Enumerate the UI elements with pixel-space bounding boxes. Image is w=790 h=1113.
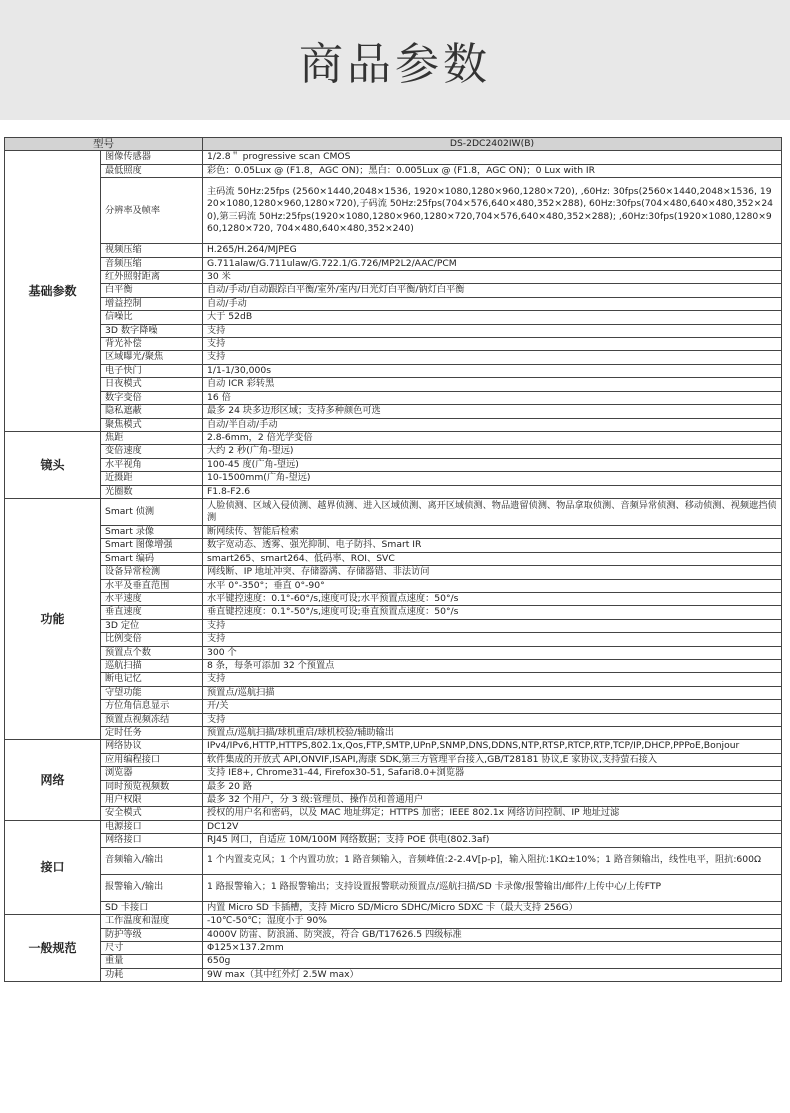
param-name: 网络接口 [101, 834, 203, 847]
param-value: 预置点/巡航扫描 [203, 686, 782, 699]
table-row [5, 807, 782, 820]
param-value: 自动/半自动/手动 [203, 418, 782, 431]
param-name: 水平及垂直范围 [101, 579, 203, 592]
param-value: 2.8-6mm，2 倍光学变倍 [203, 431, 782, 444]
param-name: 防护等级 [101, 928, 203, 941]
param-value: IPv4/IPv6,HTTP,HTTPS,802.1x,Qos,FTP,SMTP,UPnP,SNMP,DNS,DDNS,NTP,RTSP,RTCP,RTP,TCP/IP,DHCP,PPPoE,Bonjour [203, 740, 782, 753]
param-name: 电子快门 [101, 364, 203, 377]
table-row [5, 915, 782, 928]
param-name: 分辨率及帧率 [101, 178, 203, 244]
category-cell: 一般规范 [5, 915, 101, 982]
table-row [5, 834, 782, 847]
param-value: 300 个 [203, 646, 782, 659]
param-value: 支持 [203, 619, 782, 632]
table-row [5, 767, 782, 780]
table-row [5, 820, 782, 833]
table-row [5, 364, 782, 377]
param-name: 电源接口 [101, 820, 203, 833]
param-value: 支持 [203, 673, 782, 686]
param-name: 背光补偿 [101, 338, 203, 351]
param-value: 大约 2 秒(广角-望远) [203, 445, 782, 458]
table-row [5, 257, 782, 270]
param-value: 自动 ICR 彩转黑 [203, 378, 782, 391]
param-name: 工作温度和湿度 [101, 915, 203, 928]
param-value: 支持 [203, 351, 782, 364]
param-value: 网线断、IP 地址冲突、存储器满、存储器错、非法访问 [203, 566, 782, 579]
param-name: 安全模式 [101, 807, 203, 820]
param-name: 3D 数字降噪 [101, 324, 203, 337]
param-value: Φ125×137.2mm [203, 941, 782, 954]
param-name: SD 卡接口 [101, 901, 203, 914]
table-row [5, 324, 782, 337]
table-row [5, 552, 782, 565]
param-name: 区域曝光/聚焦 [101, 351, 203, 364]
param-name: 聚焦模式 [101, 418, 203, 431]
param-value: 自动/手动/自动跟踪白平衡/室外/室内/日光灯白平衡/钠灯白平衡 [203, 284, 782, 297]
spec-table [4, 137, 782, 982]
param-name: 信噪比 [101, 311, 203, 324]
param-value: 支持 [203, 338, 782, 351]
param-name: 最低照度 [101, 164, 203, 177]
param-name: 巡航扫描 [101, 660, 203, 673]
table-row [5, 418, 782, 431]
param-value: G.711alaw/G.711ulaw/G.722.1/G.726/MP2L2/AAC/PCM [203, 257, 782, 270]
category-cell: 网络 [5, 740, 101, 820]
param-name: 隐私遮蔽 [101, 405, 203, 418]
param-name: 报警输入/输出 [101, 874, 203, 901]
table-row [5, 472, 782, 485]
model-value: DS-2DC2402IW(B) [203, 138, 782, 151]
table-row [5, 941, 782, 954]
param-value: 彩色：0.05Lux @ (F1.8，AGC ON)；黑白：0.005Lux @ (F1.8，AGC ON)；0 Lux with IR [203, 164, 782, 177]
table-row [5, 525, 782, 538]
param-name: 近摄距 [101, 472, 203, 485]
param-name: 水平速度 [101, 592, 203, 605]
table-row [5, 178, 782, 244]
param-value: 支持 [203, 713, 782, 726]
table-row [5, 405, 782, 418]
param-value: 1 个内置麦克风；1 个内置功放；1 路音频输入，音频峰值:2-2.4V[p-p]，输入阻抗:1KΩ±10%；1 路音频输出，线性电平，阻抗:600Ω [203, 847, 782, 874]
param-value: 1/2.8＂ progressive scan CMOS [203, 151, 782, 164]
table-row [5, 244, 782, 257]
param-name: 尺寸 [101, 941, 203, 954]
param-name: 浏览器 [101, 767, 203, 780]
param-value: 最多 20 路 [203, 780, 782, 793]
param-name: 3D 定位 [101, 619, 203, 632]
param-value: 垂直键控速度：0.1°-50°/s,速度可设;垂直预置点速度：50°/s [203, 606, 782, 619]
param-name: Smart 录像 [101, 525, 203, 538]
param-value: 自动/手动 [203, 297, 782, 310]
param-value: 8 条，每条可添加 32 个预置点 [203, 660, 782, 673]
param-name: 日夜模式 [101, 378, 203, 391]
param-name: 比例变倍 [101, 633, 203, 646]
table-row [5, 351, 782, 364]
table-row [5, 338, 782, 351]
param-value: 4000V 防雷、防浪涌、防突波，符合 GB/T17626.5 四级标准 [203, 928, 782, 941]
table-row [5, 164, 782, 177]
param-value: 预置点/巡航扫描/球机重启/球机校验/辅助输出 [203, 727, 782, 740]
param-value: 最多 24 块多边形区域；支持多种颜色可选 [203, 405, 782, 418]
table-row [5, 619, 782, 632]
param-name: 视频压缩 [101, 244, 203, 257]
param-value: 10-1500mm(广角-望远) [203, 472, 782, 485]
table-row [5, 151, 782, 164]
param-value: 1 路报警输入；1 路报警输出；支持设置报警联动预置点/巡航扫描/SD 卡录像/报警输出/邮件/上传中心/上传FTP [203, 874, 782, 901]
table-row [5, 928, 782, 941]
table-row [5, 539, 782, 552]
param-value: 1/1-1/30,000s [203, 364, 782, 377]
table-row [5, 431, 782, 444]
table-row [5, 271, 782, 284]
param-value: 水平 0°-350°；垂直 0°-90° [203, 579, 782, 592]
table-row [5, 673, 782, 686]
category-cell: 功能 [5, 498, 101, 740]
param-name: 功耗 [101, 968, 203, 981]
param-name: 垂直速度 [101, 606, 203, 619]
table-row [5, 968, 782, 981]
table-row [5, 606, 782, 619]
table-row [5, 391, 782, 404]
table-row [5, 485, 782, 498]
category-cell: 接口 [5, 820, 101, 914]
table-row [5, 780, 782, 793]
param-value: 支持 [203, 324, 782, 337]
param-value: 开/关 [203, 700, 782, 713]
param-name: 同时预览视频数 [101, 780, 203, 793]
table-row [5, 311, 782, 324]
param-name: 增益控制 [101, 297, 203, 310]
table-row [5, 592, 782, 605]
param-value: 内置 Micro SD 卡插槽，支持 Micro SD/Micro SDHC/Micro SDXC 卡（最大支持 256G） [203, 901, 782, 914]
param-name: 数字变倍 [101, 391, 203, 404]
param-name: 音频压缩 [101, 257, 203, 270]
param-name: 音频输入/输出 [101, 847, 203, 874]
param-value: 数字宽动态、透雾、强光抑制、电子防抖、Smart IR [203, 539, 782, 552]
param-value: H.265/H.264/MJPEG [203, 244, 782, 257]
param-value: 软件集成的开放式 API,ONVIF,ISAPI,海康 SDK,第三方管理平台接入,GB/T28181 协议,E 家协议,支持萤石接入 [203, 753, 782, 766]
param-value: 支持 [203, 633, 782, 646]
param-value: DC12V [203, 820, 782, 833]
table-row [5, 445, 782, 458]
param-name: 重量 [101, 955, 203, 968]
table-row [5, 297, 782, 310]
param-name: 预置点个数 [101, 646, 203, 659]
param-value: 授权的用户名和密码，以及 MAC 地址绑定；HTTPS 加密；IEEE 802.1x 网络访问控制、IP 地址过滤 [203, 807, 782, 820]
param-value: F1.8-F2.6 [203, 485, 782, 498]
param-name: 水平视角 [101, 458, 203, 471]
table-row [5, 566, 782, 579]
param-value: 主码流 50Hz:25fps (2560×1440,2048×1536, 1920×1080,1280×960,1280×720), ,60Hz: 30fps(2560×1440,2048×1536, 1920×1080,1280×960,1280×720),子码流 50Hz:25fps(704×576,640×480,352×288), 60Hz:30fps(704×480,640×480,352×240),第三码流 50Hz:25fps(1920×1080,1280×960,1280×720,704×576,640×480,352×288); ,60Hz:30fps(1920×1080,1280×960,1280×720, 704×480,640×480,352×240) [203, 178, 782, 244]
table-row [5, 955, 782, 968]
param-value: 最多 32 个用户，分 3 级:管理员、操作员和普通用户 [203, 794, 782, 807]
param-value: 水平键控速度：0.1°-60°/s,速度可设;水平预置点速度：50°/s [203, 592, 782, 605]
table-row [5, 874, 782, 901]
table-row [5, 498, 782, 525]
table-row [5, 646, 782, 659]
param-name: 断电记忆 [101, 673, 203, 686]
table-row [5, 740, 782, 753]
param-value: 16 倍 [203, 391, 782, 404]
param-name: 红外照射距离 [101, 271, 203, 284]
table-row [5, 753, 782, 766]
param-name: 用户权限 [101, 794, 203, 807]
param-name: 守望功能 [101, 686, 203, 699]
param-name: 光圈数 [101, 485, 203, 498]
table-row [5, 579, 782, 592]
param-name: Smart 图像增强 [101, 539, 203, 552]
table-row [5, 794, 782, 807]
param-value: smart265、smart264、低码率、ROI、SVC [203, 552, 782, 565]
table-row [5, 284, 782, 297]
param-value: 9W max（其中红外灯 2.5W max） [203, 968, 782, 981]
param-name: Smart 侦测 [101, 498, 203, 525]
table-row [5, 660, 782, 673]
table-row [5, 378, 782, 391]
table-row [5, 727, 782, 740]
table-row [5, 847, 782, 874]
table-row [5, 686, 782, 699]
param-name: 方位角信息显示 [101, 700, 203, 713]
category-cell: 基础参数 [5, 151, 101, 432]
model-label: 型号 [5, 138, 203, 151]
param-name: 网络协议 [101, 740, 203, 753]
param-value: 大于 52dB [203, 311, 782, 324]
param-name: 白平衡 [101, 284, 203, 297]
param-name: 定时任务 [101, 727, 203, 740]
table-row [5, 458, 782, 471]
param-value: RJ45 网口，自适应 10M/100M 网络数据；支持 POE 供电(802.3af) [203, 834, 782, 847]
param-value: 断网续传、智能后检索 [203, 525, 782, 538]
param-value: 人脸侦测、区域入侵侦测、越界侦测、进入区域侦测、离开区域侦测、物品遗留侦测、物品拿取侦测、音频异常侦测、移动侦测、视频遮挡侦测 [203, 498, 782, 525]
title-banner [0, 0, 790, 120]
table-row [5, 901, 782, 914]
param-name: 预置点视频冻结 [101, 713, 203, 726]
param-value: 650g [203, 955, 782, 968]
param-name: 焦距 [101, 431, 203, 444]
page-title: 商品参数 [299, 39, 491, 90]
table-row [5, 633, 782, 646]
param-name: 图像传感器 [101, 151, 203, 164]
param-value: 支持 IE8+, Chrome31-44, Firefox30-51, Safari8.0+浏览器 [203, 767, 782, 780]
param-name: Smart 编码 [101, 552, 203, 565]
param-name: 应用编程接口 [101, 753, 203, 766]
param-value: 30 米 [203, 271, 782, 284]
param-value: 100-45 度(广角-望远) [203, 458, 782, 471]
param-name: 变倍速度 [101, 445, 203, 458]
table-header-row [5, 138, 782, 151]
param-value: -10℃-50℃；湿度小于 90% [203, 915, 782, 928]
category-cell: 镜头 [5, 431, 101, 498]
param-name: 设备异常检测 [101, 566, 203, 579]
table-row [5, 700, 782, 713]
table-row [5, 713, 782, 726]
